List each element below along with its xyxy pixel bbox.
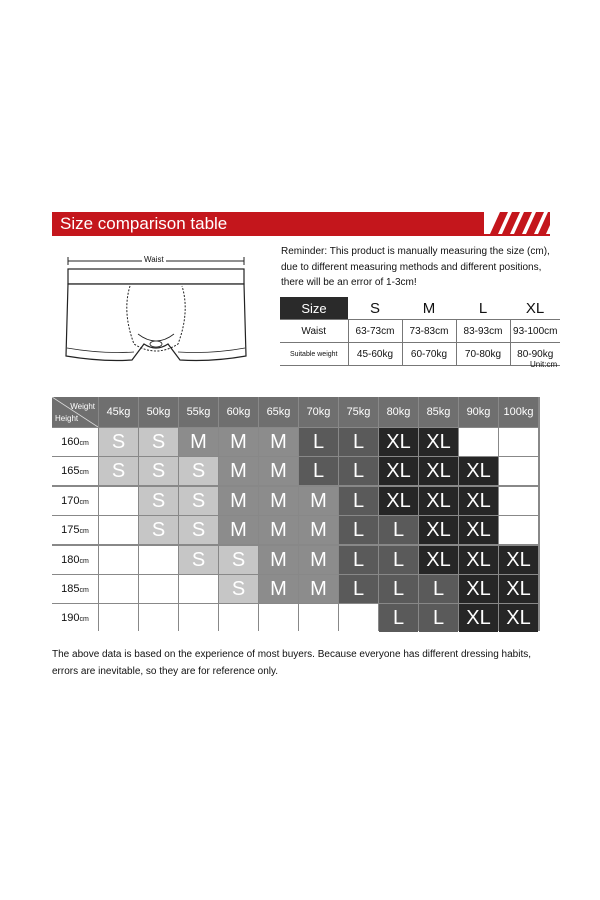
size-header-cell: XL xyxy=(510,297,560,320)
size-cell xyxy=(459,428,498,456)
size-cell: L xyxy=(339,487,378,515)
height-row-header xyxy=(52,457,98,485)
size-header-cell: Size xyxy=(280,297,348,320)
size-cell: S xyxy=(139,428,178,456)
weight-value: 70-80kg xyxy=(456,343,510,366)
size-header-cell: S xyxy=(348,297,402,320)
weight-column-header: 90kg xyxy=(459,397,498,427)
size-cell: L xyxy=(379,575,418,603)
waist-value: 93-100cm xyxy=(510,320,560,343)
waist-label: Waist xyxy=(144,255,164,264)
height-unit: cm xyxy=(79,587,89,594)
size-cell: L xyxy=(379,516,418,544)
height-value: 170 xyxy=(61,494,80,507)
height-unit: cm xyxy=(79,498,89,506)
height-value: 160 xyxy=(61,436,80,448)
reminder-line: Reminder: This product is manually measuring the size (cm), xyxy=(281,246,550,257)
size-cell: M xyxy=(219,487,258,515)
size-cell: XL xyxy=(379,428,418,456)
banner-underline xyxy=(52,234,550,236)
waist-value: 73-83cm xyxy=(402,320,456,343)
size-cell xyxy=(99,546,138,574)
weight-column-header: 60kg xyxy=(219,397,258,427)
size-cell xyxy=(339,604,378,632)
size-cell: M xyxy=(259,457,298,485)
note-line: The above data is based on the experience of most buyers. Because everyone has different dressing habits, xyxy=(52,649,531,660)
height-row-header xyxy=(52,546,98,574)
weight-value: 60-70kg xyxy=(402,343,456,366)
size-cell xyxy=(259,604,298,632)
size-cell xyxy=(139,575,178,603)
weight-column-header: 100kg xyxy=(499,397,538,427)
size-cell: XL xyxy=(459,516,498,544)
weight-column-header: 55kg xyxy=(179,397,218,427)
size-cell xyxy=(99,575,138,603)
size-cell: XL xyxy=(459,604,498,632)
size-cell: L xyxy=(339,546,378,574)
row-label: Suitable weight xyxy=(280,343,348,366)
size-cell: L xyxy=(299,428,338,456)
disclaimer-note xyxy=(52,646,552,680)
height-row-header xyxy=(52,516,98,544)
size-cell: M xyxy=(219,428,258,456)
size-cell: XL xyxy=(419,546,458,574)
size-cell: L xyxy=(379,604,418,632)
size-cell: M xyxy=(259,428,298,456)
height-value: 180 xyxy=(61,553,80,566)
height-row-header xyxy=(52,428,98,456)
waist-value: 63-73cm xyxy=(348,320,402,343)
size-cell: S xyxy=(99,457,138,485)
size-measurement-table xyxy=(280,297,560,366)
size-cell: L xyxy=(339,457,378,485)
size-cell: S xyxy=(219,575,258,603)
size-cell xyxy=(299,604,338,632)
size-cell: XL xyxy=(459,575,498,603)
weight-column-header: 45kg xyxy=(99,397,138,427)
size-cell: S xyxy=(99,428,138,456)
size-cell: M xyxy=(259,487,298,515)
size-cell: L xyxy=(379,546,418,574)
size-cell: M xyxy=(219,516,258,544)
size-recommendation-grid xyxy=(52,397,540,631)
height-unit: cm xyxy=(79,528,89,536)
size-cell: XL xyxy=(419,487,458,515)
corner-weight-label: Weight xyxy=(70,402,95,411)
stripes-decoration xyxy=(484,212,550,234)
unit-label: Unit:cm xyxy=(530,360,558,369)
height-row-header xyxy=(52,487,98,515)
size-cell: M xyxy=(179,428,218,456)
size-cell xyxy=(179,604,218,632)
size-cell: XL xyxy=(459,546,498,574)
weight-column-header: 80kg xyxy=(379,397,418,427)
size-cell: M xyxy=(299,487,338,515)
reminder-text xyxy=(281,244,581,291)
weight-column-header: 85kg xyxy=(419,397,458,427)
size-cell: S xyxy=(179,457,218,485)
size-cell xyxy=(99,487,138,515)
size-cell: L xyxy=(339,428,378,456)
size-cell: L xyxy=(419,604,458,632)
reminder-line: due to different measuring methods and different positions, xyxy=(281,261,542,273)
size-cell: S xyxy=(179,546,218,574)
size-cell: L xyxy=(339,516,378,544)
size-cell: XL xyxy=(419,428,458,456)
size-cell: XL xyxy=(499,575,538,603)
weight-column-header: 70kg xyxy=(299,397,338,427)
size-cell: XL xyxy=(379,457,418,485)
height-value: 190 xyxy=(61,612,80,625)
height-unit: cm xyxy=(79,469,89,477)
weight-value: 45-60kg xyxy=(348,343,402,366)
size-cell: M xyxy=(259,575,298,603)
size-cell xyxy=(499,457,538,485)
weight-column-header: 65kg xyxy=(259,397,298,427)
size-cell xyxy=(179,575,218,603)
size-cell: M xyxy=(219,457,258,485)
size-cell: XL xyxy=(419,516,458,544)
size-cell: S xyxy=(179,516,218,544)
size-cell: L xyxy=(299,457,338,485)
height-row-header xyxy=(52,604,98,632)
size-cell: M xyxy=(299,575,338,603)
size-cell: XL xyxy=(459,457,498,485)
size-cell: S xyxy=(139,487,178,515)
size-cell: XL xyxy=(499,546,538,574)
height-row-header xyxy=(52,575,98,603)
size-cell: S xyxy=(139,516,178,544)
reminder-line: there will be an error of 1-3cm! xyxy=(281,277,417,288)
weight-column-header: 50kg xyxy=(139,397,178,427)
height-unit: cm xyxy=(79,557,89,565)
size-cell: XL xyxy=(419,457,458,485)
size-cell: XL xyxy=(459,487,498,515)
waist-row xyxy=(280,320,560,343)
corner-height-label: Height xyxy=(55,414,79,423)
boxer-briefs-illustration xyxy=(62,252,252,392)
size-cell: M xyxy=(299,516,338,544)
size-cell xyxy=(139,546,178,574)
weight-column-header: 75kg xyxy=(339,397,378,427)
size-cell: M xyxy=(299,546,338,574)
weight-value: 80-90kg xyxy=(510,343,560,366)
height-value: 175 xyxy=(61,524,80,537)
size-cell: XL xyxy=(499,604,538,632)
height-value: 185 xyxy=(61,583,80,595)
size-cell: S xyxy=(179,487,218,515)
weight-row xyxy=(280,343,560,366)
size-cell xyxy=(219,604,258,632)
size-cell: L xyxy=(339,575,378,603)
section-banner xyxy=(52,212,550,236)
note-line: errors are inevitable, so they are for reference only. xyxy=(52,666,279,677)
size-cell xyxy=(499,428,538,456)
size-cell xyxy=(139,604,178,632)
height-value: 165 xyxy=(61,465,80,478)
size-cell: M xyxy=(259,516,298,544)
size-cell: M xyxy=(259,546,298,574)
height-unit: cm xyxy=(79,616,89,624)
size-cell: S xyxy=(139,457,178,485)
size-cell xyxy=(499,516,538,544)
row-label: Waist xyxy=(280,320,348,343)
size-cell: L xyxy=(419,575,458,603)
size-cell: S xyxy=(219,546,258,574)
size-cell xyxy=(99,604,138,632)
waist-value: 83-93cm xyxy=(456,320,510,343)
size-cell xyxy=(499,487,538,515)
size-header-row xyxy=(280,297,560,320)
grid-corner xyxy=(52,397,98,427)
size-cell: XL xyxy=(379,487,418,515)
size-header-cell: M xyxy=(402,297,456,320)
size-header-cell: L xyxy=(456,297,510,320)
height-unit: cm xyxy=(79,440,89,447)
size-cell xyxy=(99,516,138,544)
banner-title: Size comparison table xyxy=(60,214,228,233)
